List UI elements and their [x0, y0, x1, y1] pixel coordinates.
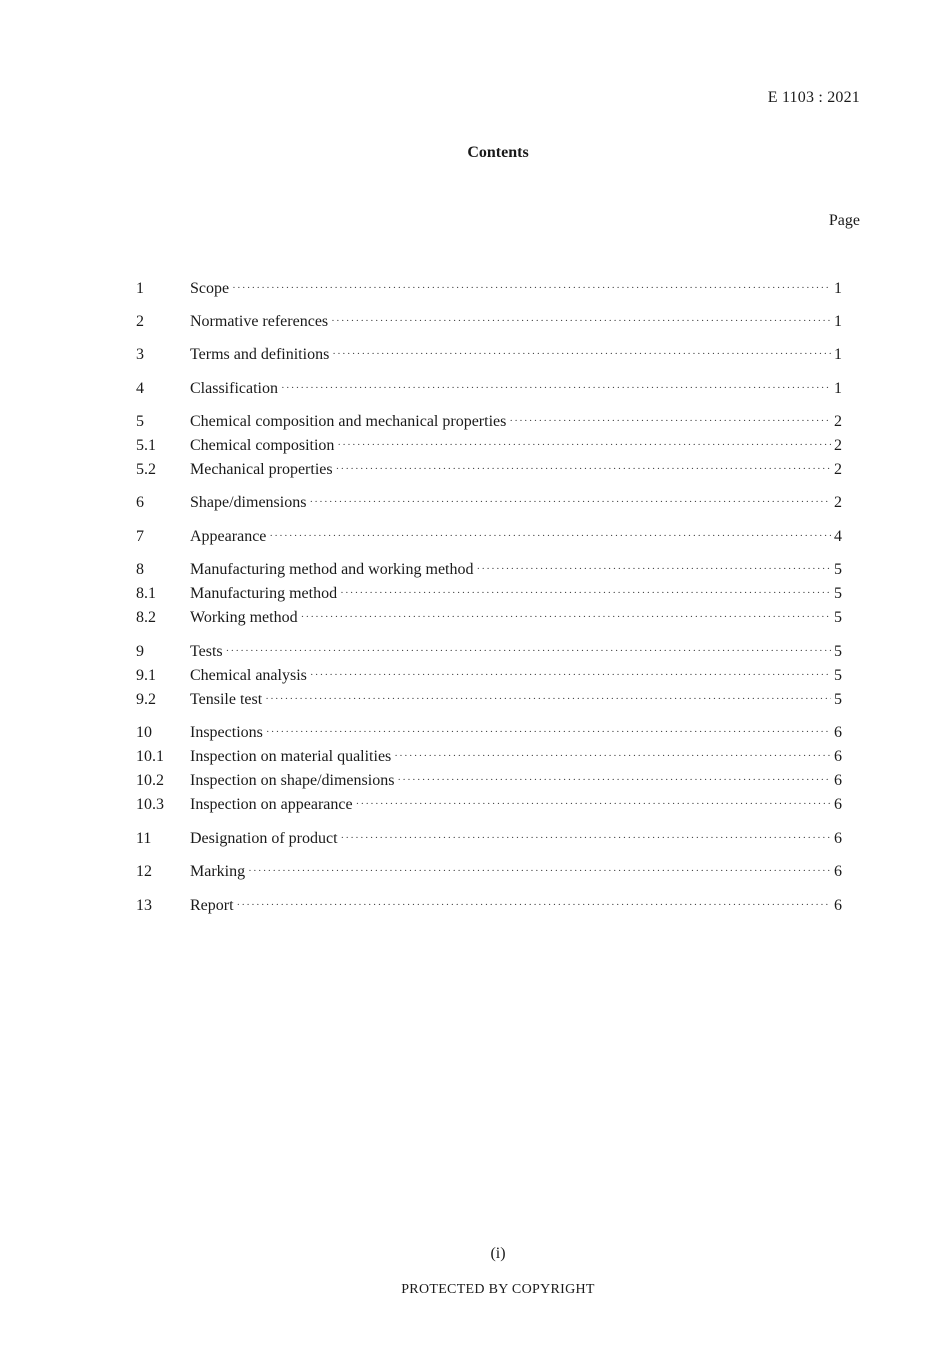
toc-entry-page: 1 — [834, 380, 842, 397]
page-title: Contents — [467, 144, 529, 161]
toc-entry-page: 1 — [834, 346, 842, 363]
toc-entry-number: 6 — [136, 494, 144, 511]
toc-dot-leader — [477, 559, 832, 579]
toc-entry[interactable] — [136, 747, 842, 767]
toc-entry[interactable] — [136, 642, 842, 662]
toc-dot-leader — [340, 583, 831, 603]
toc-entry-title: Tensile test — [190, 691, 263, 708]
toc-dot-leader — [336, 459, 831, 479]
toc-entry-number: 5.1 — [136, 437, 156, 454]
document-number: E 1103 : 2021 — [767, 89, 860, 106]
toc-entry[interactable] — [136, 896, 842, 916]
toc-entry[interactable] — [136, 795, 842, 815]
toc-entry[interactable] — [136, 493, 842, 513]
toc-dot-leader — [301, 607, 831, 627]
toc-entry-number: 12 — [136, 863, 152, 880]
toc-entry-number: 9 — [136, 643, 144, 660]
toc-dot-leader — [232, 278, 831, 298]
toc-dot-leader — [309, 492, 831, 512]
page-column-header: Page — [828, 212, 860, 229]
toc-entry-page: 5 — [834, 643, 842, 660]
toc-entry-number: 10.1 — [136, 748, 164, 765]
toc-entry-page: 4 — [834, 528, 842, 545]
page-number: (i) — [490, 1245, 506, 1262]
toc-entry-title: Designation of product — [190, 830, 338, 847]
toc-entry-title: Manufacturing method and working method — [190, 561, 474, 578]
toc-entry-number: 13 — [136, 897, 152, 914]
toc-dot-leader — [397, 770, 831, 790]
toc-dot-leader — [237, 895, 831, 915]
toc-entry-title: Chemical composition and mechanical properties — [190, 413, 507, 430]
toc-entry-page: 2 — [834, 413, 842, 430]
toc-entry-title: Inspection on shape/dimensions — [190, 772, 395, 789]
toc-entry[interactable] — [136, 460, 842, 480]
toc-dot-leader — [332, 344, 831, 364]
toc-entry-title: Chemical analysis — [190, 667, 307, 684]
toc-dot-leader — [226, 641, 831, 661]
toc-entry-number: 10.2 — [136, 772, 164, 789]
toc-entry-page: 1 — [834, 280, 842, 297]
toc-entry[interactable] — [136, 723, 842, 743]
toc-entry[interactable] — [136, 279, 842, 299]
toc-entry-number: 4 — [136, 380, 144, 397]
toc-entry-title: Classification — [190, 380, 278, 397]
toc-entry-page: 6 — [834, 897, 842, 914]
toc-entry[interactable] — [136, 379, 842, 399]
toc-entry-title: Report — [190, 897, 234, 914]
toc-entry[interactable] — [136, 666, 842, 686]
toc-entry-title: Appearance — [190, 528, 267, 545]
toc-entry-page: 2 — [834, 461, 842, 478]
copyright-notice: PROTECTED BY COPYRIGHT — [401, 1282, 595, 1297]
toc-entry-page: 5 — [834, 585, 842, 602]
toc-dot-leader — [248, 861, 831, 881]
toc-entry-page: 5 — [834, 667, 842, 684]
toc-entry[interactable] — [136, 584, 842, 604]
toc-entry-number: 5.2 — [136, 461, 156, 478]
toc-dot-leader — [341, 828, 831, 848]
toc-entry-page: 5 — [834, 609, 842, 626]
toc-entry-number: 2 — [136, 313, 144, 330]
toc-entry-number: 9.2 — [136, 691, 156, 708]
toc-entry-page: 6 — [834, 748, 842, 765]
toc-entry[interactable] — [136, 345, 842, 365]
toc-entry-title: Normative references — [190, 313, 329, 330]
toc-dot-leader — [337, 435, 831, 455]
toc-entry[interactable] — [136, 771, 842, 791]
toc-entry-title: Mechanical properties — [190, 461, 333, 478]
toc-dot-leader — [509, 411, 831, 431]
toc-entry-page: 6 — [834, 863, 842, 880]
toc-entry-title: Scope — [190, 280, 230, 297]
toc-dot-leader — [266, 722, 831, 742]
toc-entry-title: Shape/dimensions — [190, 494, 307, 511]
toc-dot-leader — [269, 526, 831, 546]
toc-entry-title: Terms and definitions — [190, 346, 330, 363]
toc-entry-page: 6 — [834, 830, 842, 847]
toc-dot-leader — [331, 311, 831, 331]
toc-entry-number: 10 — [136, 724, 152, 741]
toc-dot-leader — [265, 689, 831, 709]
toc-entry[interactable] — [136, 608, 842, 628]
toc-entry[interactable] — [136, 527, 842, 547]
toc-entry-title: Marking — [190, 863, 246, 880]
toc-dot-leader — [281, 378, 831, 398]
toc-entry-page: 6 — [834, 772, 842, 789]
toc-entry-number: 8 — [136, 561, 144, 578]
toc-entry-page: 2 — [834, 437, 842, 454]
toc-entry[interactable] — [136, 690, 842, 710]
toc-entry-title: Inspection on appearance — [190, 796, 353, 813]
toc-entry-number: 3 — [136, 346, 144, 363]
toc-entry-page: 6 — [834, 724, 842, 741]
toc-entry-page: 5 — [834, 691, 842, 708]
toc-entry-number: 8.2 — [136, 609, 156, 626]
toc-entry-title: Inspections — [190, 724, 263, 741]
toc-entry-page: 5 — [834, 561, 842, 578]
toc-entry-title: Chemical composition — [190, 437, 335, 454]
toc-entry-number: 11 — [136, 830, 152, 847]
toc-entry-number: 8.1 — [136, 585, 156, 602]
toc-entry-number: 9.1 — [136, 667, 156, 684]
toc-entry[interactable] — [136, 412, 842, 432]
toc-entry[interactable] — [136, 560, 842, 580]
toc-entry[interactable] — [136, 312, 842, 332]
toc-entry-number: 5 — [136, 413, 144, 430]
toc-entry-number: 7 — [136, 528, 144, 545]
toc-entry-number: 10.3 — [136, 796, 164, 813]
toc-entry[interactable] — [136, 862, 842, 882]
toc-entry-page: 6 — [834, 796, 842, 813]
toc-entry-title: Inspection on material qualities — [190, 748, 392, 765]
toc-entry-title: Manufacturing method — [190, 585, 338, 602]
toc-entry-title: Tests — [190, 643, 223, 660]
toc-entry-number: 1 — [136, 280, 144, 297]
toc-entry[interactable] — [136, 829, 842, 849]
toc-dot-leader — [310, 665, 831, 685]
toc-entry[interactable] — [136, 436, 842, 456]
toc-entry-page: 2 — [834, 494, 842, 511]
toc-entry-page: 1 — [834, 313, 842, 330]
toc-dot-leader — [356, 794, 831, 814]
toc-entry-title: Working method — [190, 609, 298, 626]
toc-dot-leader — [394, 746, 831, 766]
